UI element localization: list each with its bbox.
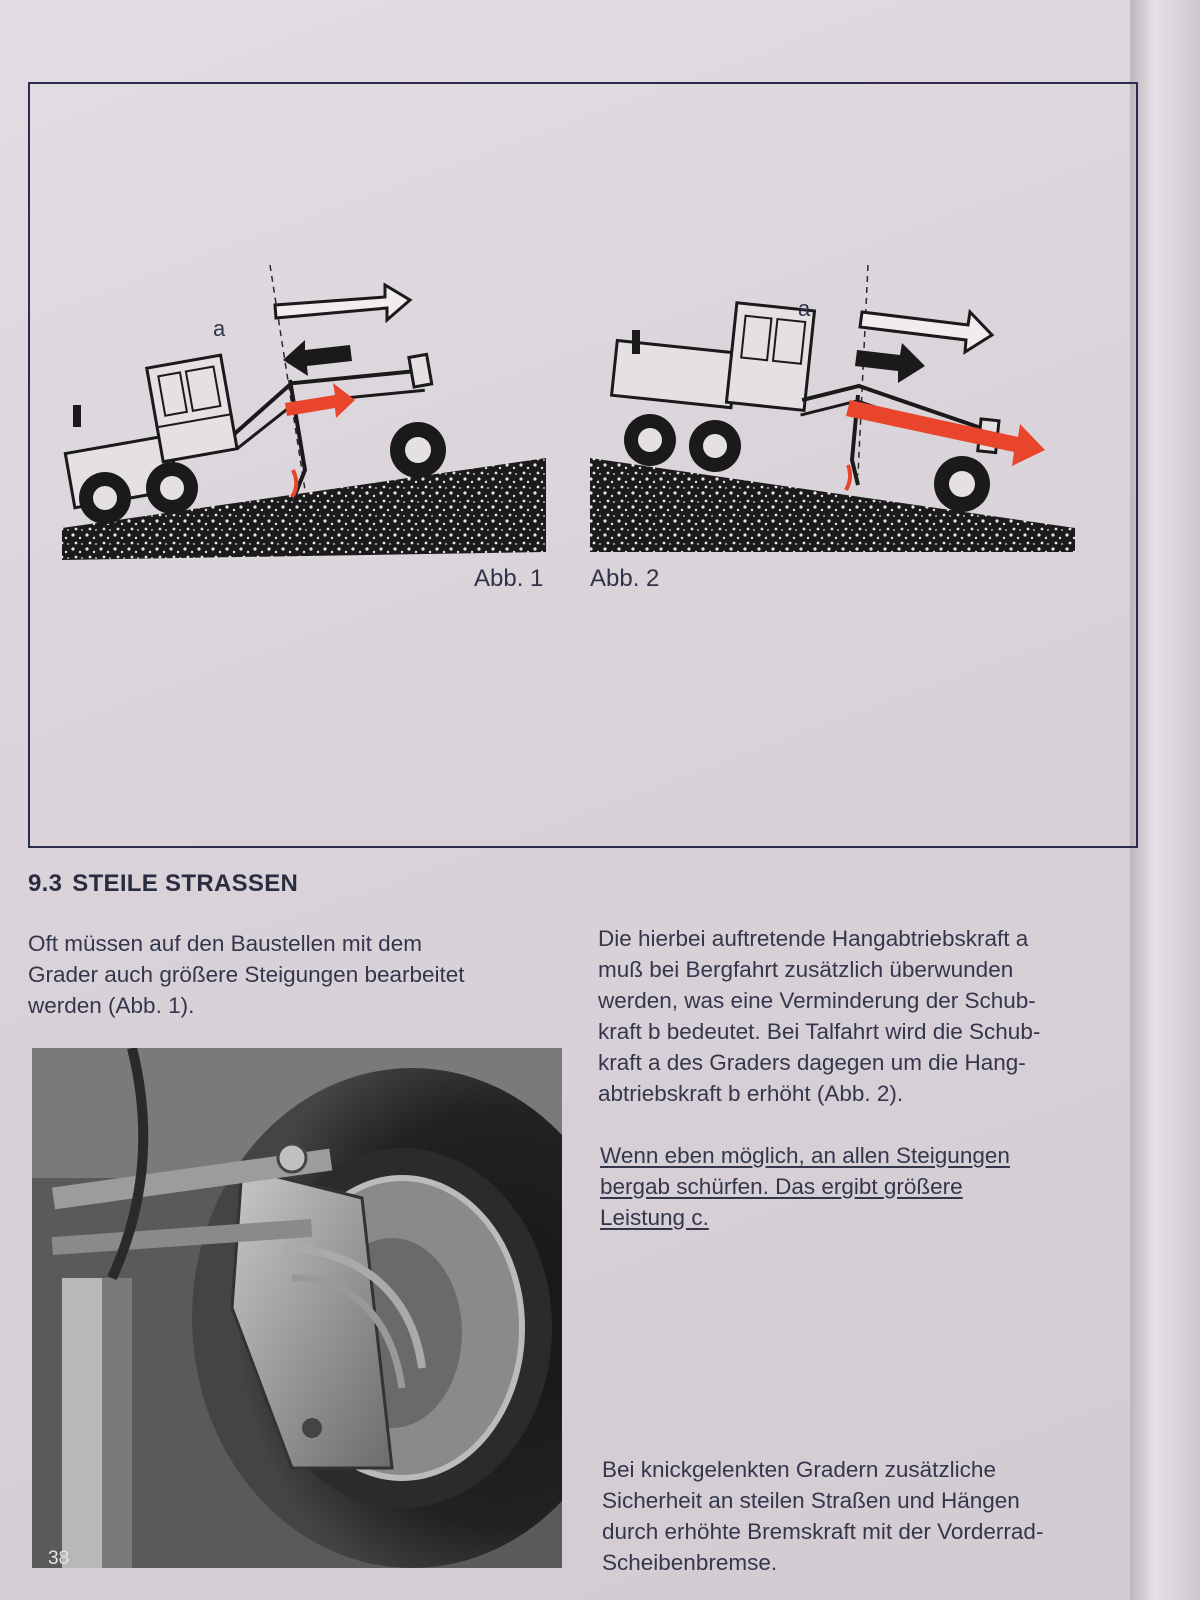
- arrow-outline-icon: [860, 312, 992, 352]
- section-heading: [28, 870, 298, 898]
- arrow-dark-icon: [283, 340, 352, 376]
- figure-1-drawing: [53, 265, 546, 560]
- arrow-red-icon: [846, 400, 1045, 466]
- force-label-a-fig1: a: [213, 316, 226, 341]
- arrow-red-icon: [285, 383, 355, 418]
- figure-1-caption: Abb. 1: [474, 565, 544, 592]
- tip-paragraph: Wenn eben möglich, an allen Steigungen bergab schürfen. Das ergibt größere Leistung c.: [600, 1143, 1010, 1230]
- brake-photo: [32, 1048, 562, 1568]
- page-number: 38: [48, 1548, 70, 1569]
- force-label-a-fig2: a: [798, 296, 811, 321]
- section-number: 9.3: [28, 870, 63, 897]
- slope-downhill: [590, 458, 1075, 552]
- brake-paragraph: Bei knickgelenkten Gradern zusätzliche Sicherheit an steilen Straßen und Hängen durch erhöhte Bremskraft mit der Vorderrad- Scheibenbremse.: [602, 1457, 1044, 1575]
- arrow-dark-icon: [855, 343, 925, 383]
- arrow-outline-icon: [275, 285, 410, 320]
- section-title: STEILE STRASSEN: [72, 870, 299, 897]
- figure-2-drawing: [590, 265, 1075, 552]
- intro-paragraph: Oft müssen auf den Baustellen mit dem Grader auch größere Steigungen bearbeitet werden (Abb. 1).: [28, 931, 465, 1018]
- main-paragraph: Die hierbei auftretende Hangabtriebskraft a muß bei Bergfahrt zusätzlich überwunden werden, was eine Verminderung der Schub- kraft b bedeutet. Bei Talfahrt wird die Schub- kraft a des Graders dagegen um die Hang- abtriebskraft b erhöht (Abb. 2).: [598, 926, 1041, 1106]
- figure-2-caption: Abb. 2: [590, 565, 660, 592]
